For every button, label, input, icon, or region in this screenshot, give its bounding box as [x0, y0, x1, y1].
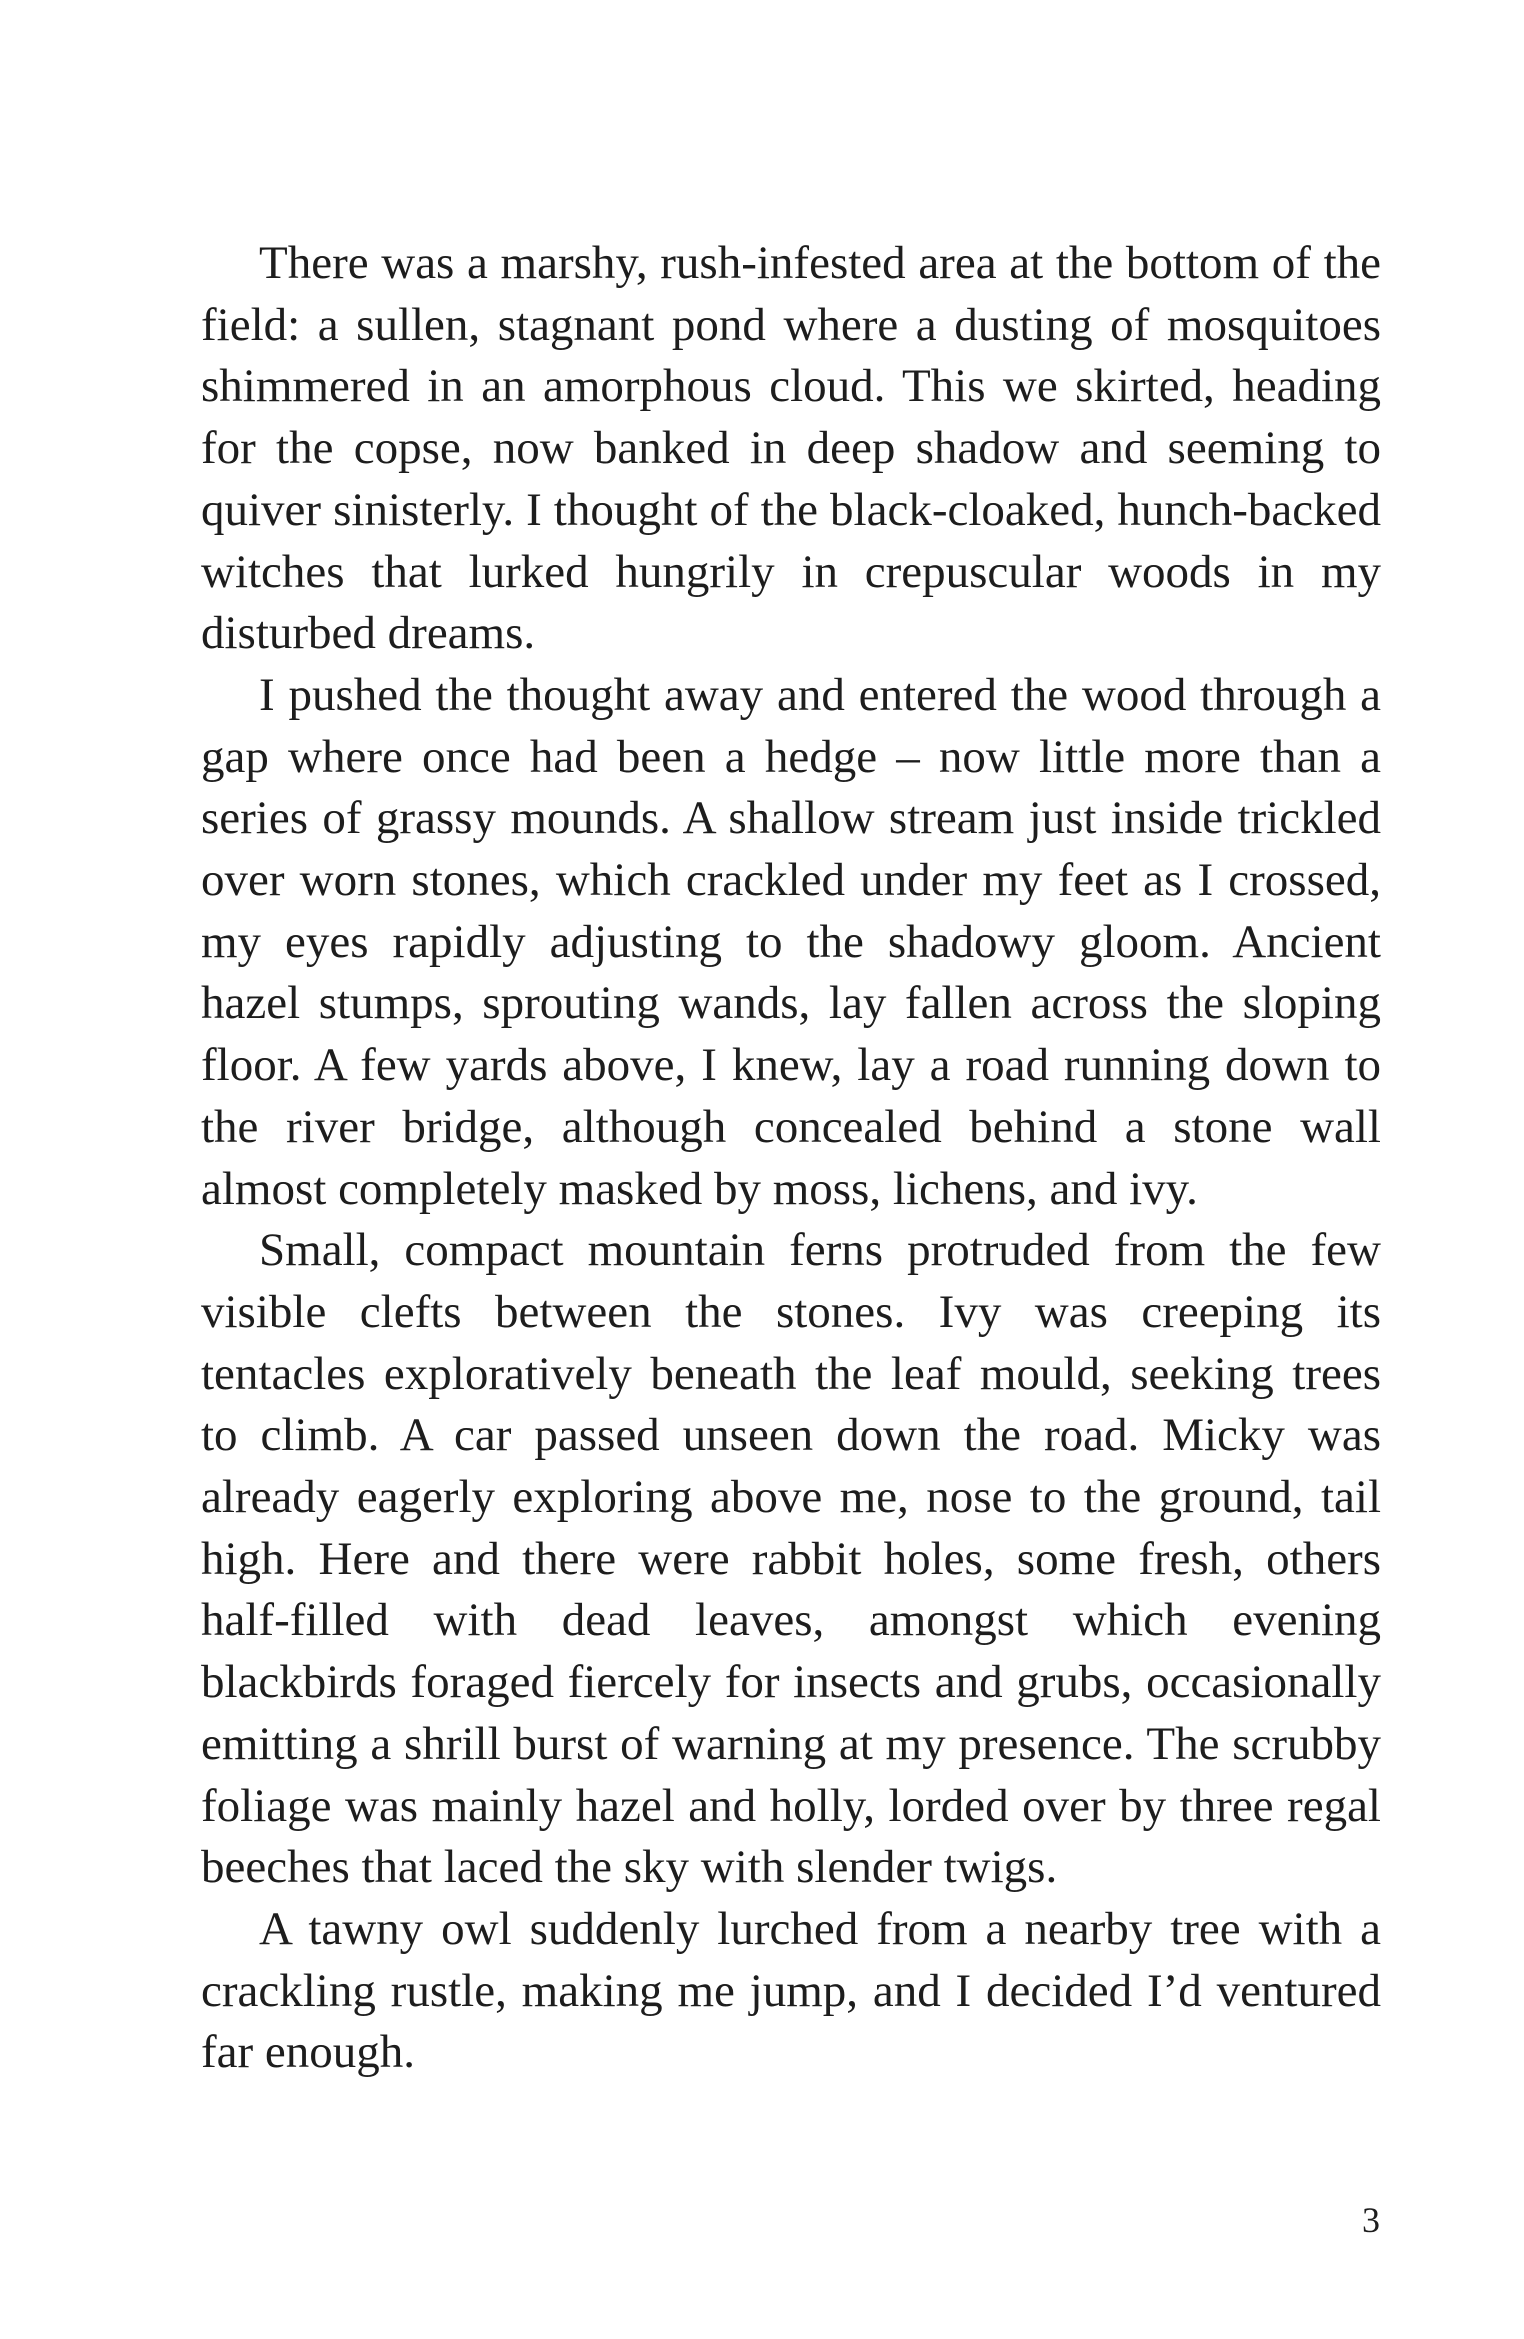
- body-text: [201, 233, 1381, 2084]
- paragraph-3: Small, compact mountain ferns protruded from the few visible clefts between the stones. Ivy was creeping its tentacles exploratively beneath the leaf mould, seeking trees to climb. A car passed unseen down the road. Micky was already eagerly exploring above me, nose to the ground, tail high. Here and there were rabbit holes, some fresh, others half-filled with dead leaves, amongst which evening blackbirds foraged fiercely for insects and grubs, occasionally emitting a shrill burst of warning at my presence. The scrubby foliage was mainly hazel and holly, lorded over by three regal beeches that laced the sky with slender twigs.: [201, 1224, 1381, 1894]
- paragraph-4: A tawny owl suddenly lurched from a nearby tree with a crackling rustle, making me jump, and I decided I’d ventured far enough.: [201, 1902, 1381, 2079]
- page-number: 3: [1362, 2200, 1380, 2240]
- paragraph-2: I pushed the thought away and entered the wood through a gap where once had been a hedge – now little more than a series of grassy mounds. A shallow stream just inside trickled over worn stones, which crackled under my feet as I crossed, my eyes rapidly adjusting to the shadowy gloom. Ancient hazel stumps, sprouting wands, lay fallen across the sloping floor. A few yards above, I knew, lay a road running down to the river bridge, although concealed behind a stone wall almost completely masked by moss, lichens, and ivy.: [201, 668, 1381, 1215]
- paragraph-1: There was a marshy, rush-infested area at the bottom of the field: a sullen, stagnant pond where a dusting of mosquitoes shimmered in an amorphous cloud. This we skirted, heading for the copse, now banked in deep shadow and seeming to quiver sinisterly. I thought of the black-cloaked, hunch-backed witches that lurked hungrily in crepuscular woods in my disturbed dreams.: [201, 237, 1381, 660]
